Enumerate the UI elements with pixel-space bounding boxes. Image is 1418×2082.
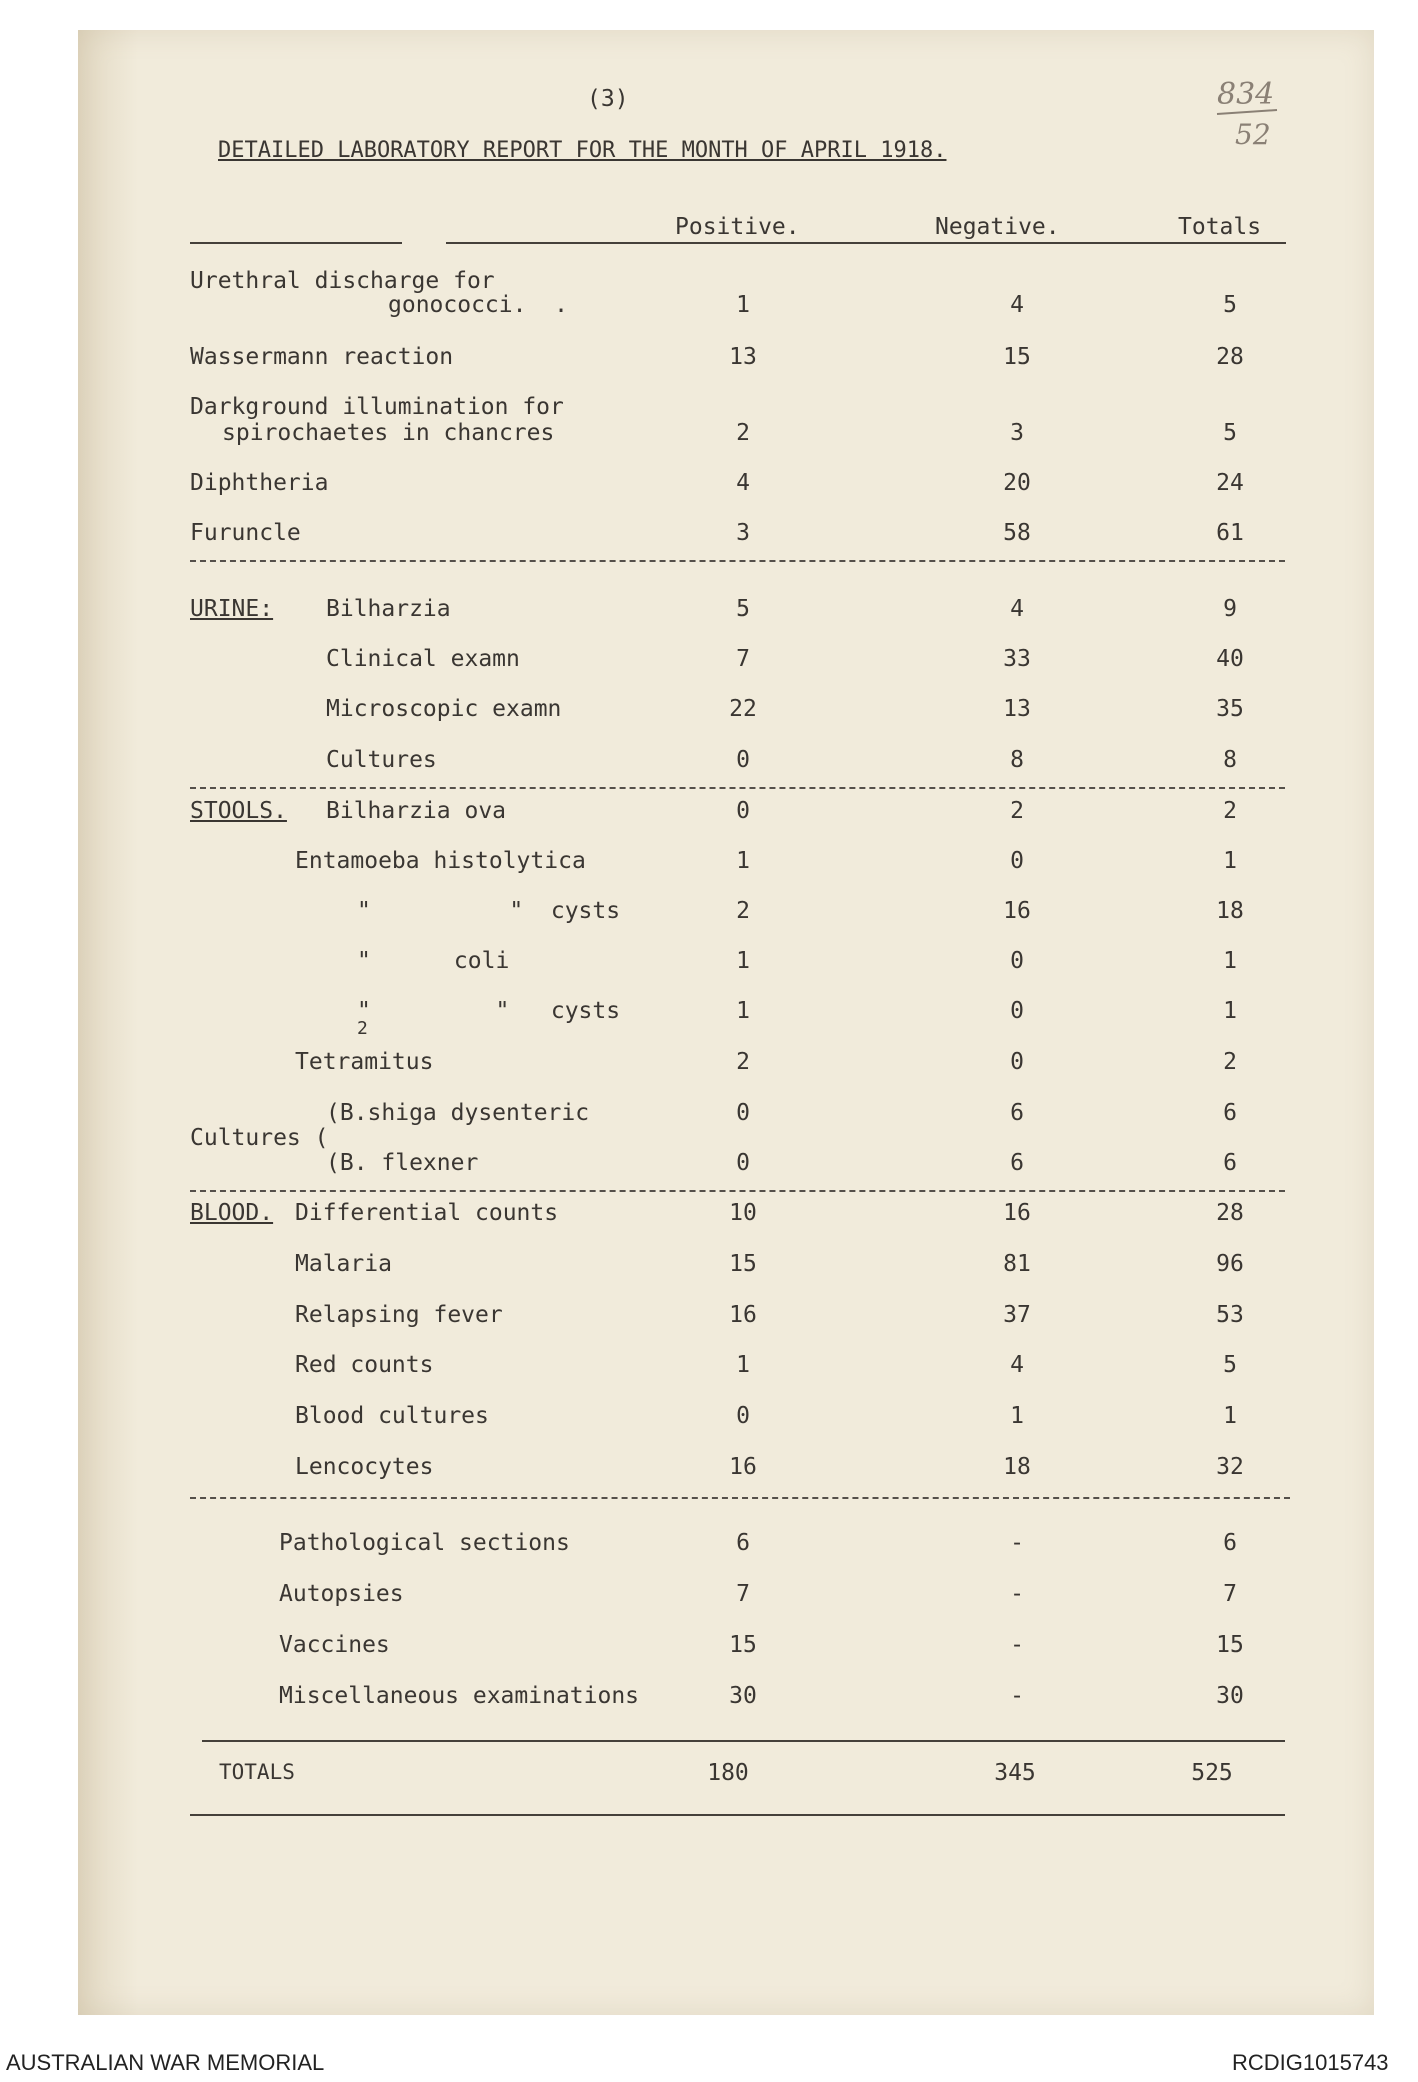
cell-negative: 13	[1003, 696, 1031, 722]
cell-negative: 81	[1003, 1251, 1031, 1277]
totals-rule-bottom	[190, 1814, 1285, 1816]
row-label: " " cysts	[357, 898, 621, 924]
row-label: Furuncle	[190, 520, 301, 546]
cell-total: 5	[1223, 420, 1237, 446]
cultures-label: Cultures (	[190, 1125, 329, 1151]
cell-positive: 30	[729, 1683, 757, 1709]
row-label: Wassermann reaction	[190, 344, 454, 370]
cell-positive: 0	[736, 1100, 750, 1126]
row-label: Bilharzia ova	[326, 798, 507, 824]
cell-total: 15	[1216, 1632, 1244, 1658]
cell-total: 28	[1216, 344, 1244, 370]
row-label: Differential counts	[295, 1200, 559, 1226]
row-label: Blood cultures	[295, 1403, 489, 1429]
cell-total: 28	[1216, 1200, 1244, 1226]
cell-negative: 4	[1010, 596, 1024, 622]
cell-negative: 18	[1003, 1454, 1031, 1480]
header-positive: Positive.	[675, 214, 800, 240]
row-label: Miscellaneous examinations	[279, 1683, 640, 1709]
cell-negative: -	[1010, 1530, 1024, 1556]
row-label: Diphtheria	[190, 470, 329, 496]
annotation-mark	[1215, 72, 1295, 152]
cell-total: 2	[1223, 798, 1237, 824]
row-label: Red counts	[295, 1352, 434, 1378]
cell-negative: 33	[1003, 646, 1031, 672]
stools-heading: STOOLS.	[190, 798, 287, 824]
cell-positive: 15	[729, 1251, 757, 1277]
cell-positive: 15	[729, 1632, 757, 1658]
row-label: Vaccines	[279, 1632, 390, 1658]
cell-negative: 4	[1010, 292, 1024, 318]
totals-label: TOTALS	[219, 1760, 295, 1784]
total-positive: 180	[707, 1760, 749, 1786]
row-label: " " cysts	[357, 998, 621, 1024]
cell-negative: -	[1010, 1632, 1024, 1658]
cell-positive: 2	[736, 898, 750, 924]
footer-id: RCDIG1015743	[1232, 2050, 1389, 2075]
cell-total: 9	[1223, 596, 1237, 622]
cell-total: 32	[1216, 1454, 1244, 1480]
cell-negative: 58	[1003, 520, 1031, 546]
handwritten-annotation	[1215, 72, 1295, 160]
cell-total: 1	[1223, 1403, 1237, 1429]
cell-negative: 3	[1010, 420, 1024, 446]
cell-total: 61	[1216, 520, 1244, 546]
row-label-cont: gonococci. .	[388, 292, 569, 318]
total-negative: 345	[994, 1760, 1036, 1786]
row-label: Darkground illumination for	[190, 394, 564, 420]
cell-positive: 7	[736, 646, 750, 672]
cell-total: 18	[1216, 898, 1244, 924]
section-divider	[190, 787, 1285, 789]
row-label: Malaria	[295, 1251, 392, 1277]
cell-positive: 0	[736, 747, 750, 773]
section-divider	[190, 1497, 1290, 1499]
cell-total: 1	[1223, 948, 1237, 974]
header-rule-right	[446, 242, 1286, 244]
cell-positive: 1	[736, 948, 750, 974]
total-grand: 525	[1191, 1760, 1233, 1786]
cell-positive: 0	[736, 1150, 750, 1176]
row-label: Tetramitus	[295, 1049, 434, 1075]
cell-positive: 3	[736, 520, 750, 546]
cell-negative: 0	[1010, 1049, 1024, 1075]
cell-positive: 0	[736, 1403, 750, 1429]
cell-total: 96	[1216, 1251, 1244, 1277]
cell-positive: 0	[736, 798, 750, 824]
cell-negative: 1	[1010, 1403, 1024, 1429]
row-label: Cultures	[326, 747, 437, 773]
cell-total: 6	[1223, 1530, 1237, 1556]
section-divider	[190, 560, 1285, 562]
cell-total: 2	[1223, 1049, 1237, 1075]
cell-positive: 22	[729, 696, 757, 722]
cell-positive: 1	[736, 848, 750, 874]
cell-negative: 6	[1010, 1100, 1024, 1126]
cell-total: 6	[1223, 1100, 1237, 1126]
cell-positive: 4	[736, 470, 750, 496]
cell-total: 30	[1216, 1683, 1244, 1709]
row-label: Autopsies	[279, 1581, 404, 1607]
cell-positive: 1	[736, 1352, 750, 1378]
cell-positive: 16	[729, 1302, 757, 1328]
cell-negative: 20	[1003, 470, 1031, 496]
cell-total: 53	[1216, 1302, 1244, 1328]
cell-positive: 1	[736, 292, 750, 318]
cell-negative: 2	[1010, 798, 1024, 824]
marginal-note: 2	[357, 1018, 368, 1039]
cell-total: 7	[1223, 1581, 1237, 1607]
cell-total: 35	[1216, 696, 1244, 722]
row-label: Bilharzia	[326, 596, 451, 622]
section-divider	[190, 1190, 1285, 1192]
svg-text:52: 52	[1235, 118, 1271, 151]
cell-negative: 0	[1010, 848, 1024, 874]
cell-positive: 7	[736, 1581, 750, 1607]
svg-text:834: 834	[1217, 77, 1275, 112]
cell-positive: 6	[736, 1530, 750, 1556]
cell-total: 1	[1223, 998, 1237, 1024]
page-title: DETAILED LABORATORY REPORT FOR THE MONTH OF APRIL 1918.	[218, 138, 947, 163]
cell-positive: 2	[736, 420, 750, 446]
cell-negative: 8	[1010, 747, 1024, 773]
row-label: Clinical examn	[326, 646, 520, 672]
row-label: Relapsing fever	[295, 1302, 503, 1328]
page-number: (3)	[587, 86, 629, 112]
row-label: (B. flexner	[326, 1150, 479, 1176]
cell-total: 6	[1223, 1150, 1237, 1176]
header-negative: Negative.	[935, 214, 1060, 240]
cell-negative: 6	[1010, 1150, 1024, 1176]
row-label: Lencocytes	[295, 1454, 434, 1480]
cell-total: 1	[1223, 848, 1237, 874]
cell-total: 24	[1216, 470, 1244, 496]
header-rule-left	[190, 242, 402, 244]
cell-negative: 0	[1010, 948, 1024, 974]
cell-positive: 10	[729, 1200, 757, 1226]
urine-heading: URINE:	[190, 596, 274, 622]
blood-heading: BLOOD.	[190, 1200, 274, 1226]
cell-negative: 16	[1003, 1200, 1031, 1226]
cell-positive: 2	[736, 1049, 750, 1075]
footer-source: AUSTRALIAN WAR MEMORIAL	[6, 2050, 325, 2075]
cell-total: 8	[1223, 747, 1237, 773]
cell-negative: 15	[1003, 344, 1031, 370]
row-label: Entamoeba histolytica	[295, 848, 586, 874]
row-label: Microscopic examn	[326, 696, 562, 722]
cell-positive: 1	[736, 998, 750, 1024]
cell-negative: 4	[1010, 1352, 1024, 1378]
cell-total: 5	[1223, 292, 1237, 318]
cell-negative: -	[1010, 1683, 1024, 1709]
cell-total: 40	[1216, 646, 1244, 672]
cell-positive: 13	[729, 344, 757, 370]
cell-negative: -	[1010, 1581, 1024, 1607]
row-label: Pathological sections	[279, 1530, 570, 1556]
cell-positive: 16	[729, 1454, 757, 1480]
cell-negative: 0	[1010, 998, 1024, 1024]
row-label-cont: spirochaetes in chancres	[222, 420, 555, 446]
header-totals: Totals	[1178, 214, 1262, 240]
row-label: (B.shiga dysenteric	[326, 1100, 590, 1126]
cell-negative: 16	[1003, 898, 1031, 924]
row-label: " coli	[357, 948, 510, 974]
totals-rule-top	[202, 1740, 1285, 1742]
cell-negative: 37	[1003, 1302, 1031, 1328]
cell-total: 5	[1223, 1352, 1237, 1378]
cell-positive: 5	[736, 596, 750, 622]
row-label: Urethral discharge for	[190, 268, 495, 294]
